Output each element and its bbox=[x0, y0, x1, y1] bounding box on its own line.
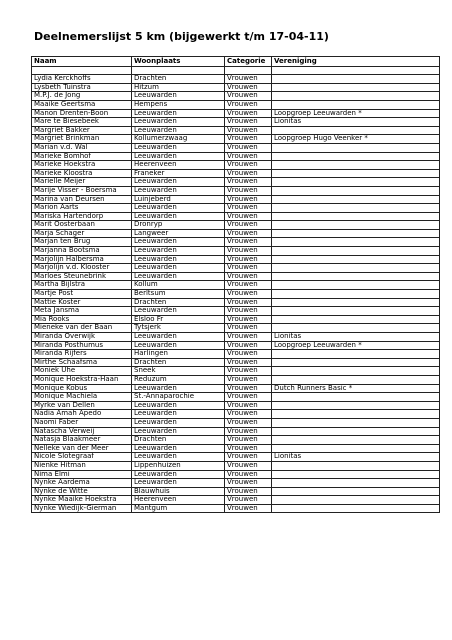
cell-naam: Nienke Hitman bbox=[32, 461, 132, 470]
cell-categorie: Vrouwen bbox=[225, 152, 272, 161]
cell-categorie: Vrouwen bbox=[225, 427, 272, 436]
cell-woonplaats: Heerenveen bbox=[132, 161, 225, 170]
cell-woonplaats: Leeuwarden bbox=[132, 444, 225, 453]
cell-woonplaats: Reduzum bbox=[132, 375, 225, 384]
cell-vereniging bbox=[272, 264, 440, 273]
table-row bbox=[32, 169, 440, 178]
cell-categorie: Vrouwen bbox=[225, 384, 272, 393]
cell-naam: Marieke Bomhof bbox=[32, 152, 132, 161]
cell-categorie: Vrouwen bbox=[225, 238, 272, 247]
cell-woonplaats: Lippenhuizen bbox=[132, 461, 225, 470]
cell-woonplaats: Elsloo Fr bbox=[132, 315, 225, 324]
cell-woonplaats: Drachten bbox=[132, 436, 225, 445]
cell-vereniging bbox=[272, 393, 440, 402]
cell-vereniging bbox=[272, 290, 440, 299]
table-row bbox=[32, 204, 440, 213]
cell-categorie: Vrouwen bbox=[225, 496, 272, 505]
cell-woonplaats: Leeuwarden bbox=[132, 307, 225, 316]
table-row bbox=[32, 470, 440, 479]
column-header-vereniging: Vereniging bbox=[272, 57, 440, 67]
cell-vereniging bbox=[272, 75, 440, 84]
cell-woonplaats: Hempens bbox=[132, 100, 225, 109]
cell-vereniging bbox=[272, 358, 440, 367]
cell-vereniging bbox=[272, 100, 440, 109]
cell-naam: Marion Aarts bbox=[32, 204, 132, 213]
table-row bbox=[32, 410, 440, 419]
cell-vereniging: Lionitas bbox=[272, 333, 440, 342]
cell-naam: Nynke Maaike Hoekstra bbox=[32, 496, 132, 505]
table-row bbox=[32, 401, 440, 410]
cell-categorie: Vrouwen bbox=[225, 92, 272, 101]
cell-vereniging bbox=[272, 367, 440, 376]
cell-woonplaats: Mantgum bbox=[132, 504, 225, 513]
cell-woonplaats: Leeuwarden bbox=[132, 255, 225, 264]
cell-woonplaats: Leeuwarden bbox=[132, 418, 225, 427]
cell-naam: Manon Drenten-Boon bbox=[32, 109, 132, 118]
cell-woonplaats: Leeuwarden bbox=[132, 186, 225, 195]
cell-vereniging: Loopgroep Leeuwarden * bbox=[272, 341, 440, 350]
cell-naam: Marjolijn Halbersma bbox=[32, 255, 132, 264]
cell-woonplaats: Leeuwarden bbox=[132, 401, 225, 410]
cell-woonplaats: Langweer bbox=[132, 229, 225, 238]
cell-vereniging bbox=[272, 418, 440, 427]
cell-woonplaats: St.-Annaparochie bbox=[132, 393, 225, 402]
cell-vereniging bbox=[272, 229, 440, 238]
cell-vereniging: Loopgroep Hugo Veenker * bbox=[272, 135, 440, 144]
cell-woonplaats: Leeuwarden bbox=[132, 341, 225, 350]
cell-naam: Margriet Brinkman bbox=[32, 135, 132, 144]
cell-categorie: Vrouwen bbox=[225, 126, 272, 135]
table-row bbox=[32, 83, 440, 92]
cell-woonplaats: Heerenveen bbox=[132, 496, 225, 505]
cell-categorie: Vrouwen bbox=[225, 272, 272, 281]
table-row bbox=[32, 118, 440, 127]
cell-naam: Nima Elmi bbox=[32, 470, 132, 479]
cell-woonplaats: Leeuwarden bbox=[132, 264, 225, 273]
table-row bbox=[32, 75, 440, 84]
cell-naam: Martje Post bbox=[32, 290, 132, 299]
cell-categorie: Vrouwen bbox=[225, 393, 272, 402]
cell-vereniging bbox=[272, 195, 440, 204]
cell-woonplaats: Leeuwarden bbox=[132, 126, 225, 135]
cell-naam: Miranda Overwijk bbox=[32, 333, 132, 342]
cell-woonplaats: Dronryp bbox=[132, 221, 225, 230]
cell-vereniging: Lionitas bbox=[272, 453, 440, 462]
cell-naam: Marjanna Bootsma bbox=[32, 247, 132, 256]
cell-naam: Mare te Biesebeek bbox=[32, 118, 132, 127]
cell-naam: Moniek Uhe bbox=[32, 367, 132, 376]
cell-naam: Natascha Verweij bbox=[32, 427, 132, 436]
cell-categorie: Vrouwen bbox=[225, 100, 272, 109]
cell-vereniging bbox=[272, 496, 440, 505]
cell-naam: Maaike Geertsma bbox=[32, 100, 132, 109]
cell-categorie: Vrouwen bbox=[225, 410, 272, 419]
table-row bbox=[32, 100, 440, 109]
cell-woonplaats: Leeuwarden bbox=[132, 247, 225, 256]
cell-vereniging: Lionitas bbox=[272, 118, 440, 127]
cell-vereniging bbox=[272, 83, 440, 92]
table-row bbox=[32, 418, 440, 427]
cell-woonplaats: Leeuwarden bbox=[132, 427, 225, 436]
cell-naam: Mirthe Schaafsma bbox=[32, 358, 132, 367]
table-row bbox=[32, 315, 440, 324]
table-row bbox=[32, 461, 440, 470]
table-row bbox=[32, 229, 440, 238]
cell-vereniging bbox=[272, 186, 440, 195]
cell-categorie: Vrouwen bbox=[225, 212, 272, 221]
cell-categorie: Vrouwen bbox=[225, 341, 272, 350]
cell-naam: Nicole Slotegraaf bbox=[32, 453, 132, 462]
table-row bbox=[32, 427, 440, 436]
cell-vereniging bbox=[272, 375, 440, 384]
table-row bbox=[32, 504, 440, 513]
cell-categorie: Vrouwen bbox=[225, 324, 272, 333]
cell-woonplaats: Luinjeberd bbox=[132, 195, 225, 204]
cell-vereniging bbox=[272, 504, 440, 513]
cell-vereniging bbox=[272, 281, 440, 290]
cell-woonplaats: Leeuwarden bbox=[132, 178, 225, 187]
cell-woonplaats: Leeuwarden bbox=[132, 109, 225, 118]
table-row bbox=[32, 143, 440, 152]
cell-vereniging bbox=[272, 221, 440, 230]
cell-naam: Monique Kobus bbox=[32, 384, 132, 393]
cell-vereniging bbox=[272, 307, 440, 316]
cell-naam: Marije Visser - Boersma bbox=[32, 186, 132, 195]
column-header-naam: Naam bbox=[32, 57, 132, 67]
cell-categorie: Vrouwen bbox=[225, 75, 272, 84]
cell-categorie: Vrouwen bbox=[225, 487, 272, 496]
cell-naam: Mariska Hartendorp bbox=[32, 212, 132, 221]
cell-naam: Mia Rooks bbox=[32, 315, 132, 324]
table-row bbox=[32, 272, 440, 281]
cell-woonplaats: Leeuwarden bbox=[132, 152, 225, 161]
cell-naam: Nynke Wiedijk-Gierman bbox=[32, 504, 132, 513]
cell-categorie: Vrouwen bbox=[225, 367, 272, 376]
table-row bbox=[32, 281, 440, 290]
cell-vereniging bbox=[272, 212, 440, 221]
cell-naam: M.P.J. de Jong bbox=[32, 92, 132, 101]
cell-categorie: Vrouwen bbox=[225, 109, 272, 118]
cell-vereniging bbox=[272, 298, 440, 307]
table-row bbox=[32, 384, 440, 393]
cell-categorie: Vrouwen bbox=[225, 195, 272, 204]
cell-naam: Naomi Faber bbox=[32, 418, 132, 427]
cell-naam: Nynke de Witte bbox=[32, 487, 132, 496]
cell-woonplaats: Harlingen bbox=[132, 350, 225, 359]
table-row bbox=[32, 238, 440, 247]
cell-vereniging bbox=[272, 272, 440, 281]
cell-naam: Mieneke van der Baan bbox=[32, 324, 132, 333]
cell-vereniging bbox=[272, 247, 440, 256]
cell-categorie: Vrouwen bbox=[225, 470, 272, 479]
cell-vereniging bbox=[272, 255, 440, 264]
cell-naam: Lysbeth Tuinstra bbox=[32, 83, 132, 92]
cell-vereniging bbox=[272, 470, 440, 479]
cell-woonplaats: Leeuwarden bbox=[132, 410, 225, 419]
cell-naam: Monique Machiela bbox=[32, 393, 132, 402]
cell-vereniging bbox=[272, 204, 440, 213]
cell-naam: Marieke Hoekstra bbox=[32, 161, 132, 170]
cell-categorie: Vrouwen bbox=[225, 169, 272, 178]
table-row bbox=[32, 152, 440, 161]
cell-naam: Miranda Rijfers bbox=[32, 350, 132, 359]
cell-naam: Myrke van Dellen bbox=[32, 401, 132, 410]
cell-woonplaats: Blauwhuis bbox=[132, 487, 225, 496]
cell-categorie: Vrouwen bbox=[225, 436, 272, 445]
cell-woonplaats: Leeuwarden bbox=[132, 384, 225, 393]
cell-categorie: Vrouwen bbox=[225, 444, 272, 453]
cell-naam: Margriet Bakker bbox=[32, 126, 132, 135]
cell-categorie: Vrouwen bbox=[225, 281, 272, 290]
table-row bbox=[32, 333, 440, 342]
empty-cell bbox=[32, 66, 132, 75]
cell-categorie: Vrouwen bbox=[225, 358, 272, 367]
cell-vereniging bbox=[272, 315, 440, 324]
page-title: Deelnemerslijst 5 km (bijgewerkt t/m 17-04-11) bbox=[34, 30, 329, 43]
cell-categorie: Vrouwen bbox=[225, 298, 272, 307]
cell-vereniging bbox=[272, 178, 440, 187]
cell-woonplaats: Leeuwarden bbox=[132, 453, 225, 462]
cell-woonplaats: Kollumerzwaag bbox=[132, 135, 225, 144]
cell-woonplaats: Leeuwarden bbox=[132, 118, 225, 127]
cell-categorie: Vrouwen bbox=[225, 461, 272, 470]
cell-naam: Monique Hoekstra-Haan bbox=[32, 375, 132, 384]
table-row bbox=[32, 307, 440, 316]
cell-naam: Meta Jansma bbox=[32, 307, 132, 316]
cell-naam: Marina van Deursen bbox=[32, 195, 132, 204]
cell-woonplaats: Leeuwarden bbox=[132, 204, 225, 213]
cell-woonplaats: Leeuwarden bbox=[132, 212, 225, 221]
table-row bbox=[32, 324, 440, 333]
cell-vereniging bbox=[272, 444, 440, 453]
cell-vereniging bbox=[272, 161, 440, 170]
table-row bbox=[32, 92, 440, 101]
table-row bbox=[32, 178, 440, 187]
cell-naam: Miranda Posthumus bbox=[32, 341, 132, 350]
cell-naam: Marjolijn v.d. Klooster bbox=[32, 264, 132, 273]
table-row bbox=[32, 393, 440, 402]
cell-naam: Marit Oosterbaan bbox=[32, 221, 132, 230]
cell-woonplaats: Sneek bbox=[132, 367, 225, 376]
cell-naam: Mattie Koster bbox=[32, 298, 132, 307]
cell-categorie: Vrouwen bbox=[225, 204, 272, 213]
cell-woonplaats: Tytsjerk bbox=[132, 324, 225, 333]
cell-categorie: Vrouwen bbox=[225, 290, 272, 299]
cell-woonplaats: Leeuwarden bbox=[132, 272, 225, 281]
cell-categorie: Vrouwen bbox=[225, 453, 272, 462]
cell-categorie: Vrouwen bbox=[225, 479, 272, 488]
table-row bbox=[32, 247, 440, 256]
cell-naam: Nadia Amah Apedo bbox=[32, 410, 132, 419]
cell-categorie: Vrouwen bbox=[225, 264, 272, 273]
cell-categorie: Vrouwen bbox=[225, 83, 272, 92]
table-row bbox=[32, 341, 440, 350]
cell-vereniging bbox=[272, 126, 440, 135]
cell-woonplaats: Leeuwarden bbox=[132, 470, 225, 479]
table-row bbox=[32, 453, 440, 462]
cell-vereniging bbox=[272, 436, 440, 445]
column-header-categorie: Categorie bbox=[225, 57, 272, 67]
cell-naam: Marian v.d. Wal bbox=[32, 143, 132, 152]
table-row bbox=[32, 186, 440, 195]
cell-vereniging bbox=[272, 152, 440, 161]
table-row bbox=[32, 375, 440, 384]
cell-naam: Lydia Kerckhoffs bbox=[32, 75, 132, 84]
cell-categorie: Vrouwen bbox=[225, 255, 272, 264]
table-row bbox=[32, 358, 440, 367]
empty-cell bbox=[272, 66, 440, 75]
cell-naam: Natasja Blaakmeer bbox=[32, 436, 132, 445]
cell-vereniging bbox=[272, 324, 440, 333]
cell-naam: Nynke Aardema bbox=[32, 479, 132, 488]
cell-naam: Marielle Meijer bbox=[32, 178, 132, 187]
column-header-woonplaats: Woonplaats bbox=[132, 57, 225, 67]
table-body bbox=[32, 66, 440, 513]
cell-categorie: Vrouwen bbox=[225, 247, 272, 256]
table-row bbox=[32, 135, 440, 144]
cell-vereniging bbox=[272, 92, 440, 101]
table-row bbox=[32, 195, 440, 204]
empty-cell bbox=[225, 66, 272, 75]
table-header-row bbox=[32, 57, 440, 67]
cell-naam: Martha Bijlstra bbox=[32, 281, 132, 290]
cell-vereniging: Loopgroep Leeuwarden * bbox=[272, 109, 440, 118]
cell-vereniging bbox=[272, 410, 440, 419]
empty-cell bbox=[132, 66, 225, 75]
cell-categorie: Vrouwen bbox=[225, 178, 272, 187]
cell-vereniging bbox=[272, 487, 440, 496]
cell-woonplaats: Leeuwarden bbox=[132, 479, 225, 488]
cell-naam: Marieke Kloostra bbox=[32, 169, 132, 178]
cell-woonplaats: Leeuwarden bbox=[132, 143, 225, 152]
table-row bbox=[32, 264, 440, 273]
cell-categorie: Vrouwen bbox=[225, 333, 272, 342]
participant-table bbox=[31, 56, 440, 513]
table-row bbox=[32, 444, 440, 453]
empty-row bbox=[32, 66, 440, 75]
table-row bbox=[32, 479, 440, 488]
table-row bbox=[32, 496, 440, 505]
cell-categorie: Vrouwen bbox=[225, 504, 272, 513]
cell-woonplaats: Leeuwarden bbox=[132, 92, 225, 101]
cell-vereniging bbox=[272, 350, 440, 359]
table-row bbox=[32, 109, 440, 118]
cell-vereniging: Dutch Runners Basic * bbox=[272, 384, 440, 393]
cell-categorie: Vrouwen bbox=[225, 135, 272, 144]
cell-categorie: Vrouwen bbox=[225, 161, 272, 170]
cell-woonplaats: Franeker bbox=[132, 169, 225, 178]
cell-vereniging bbox=[272, 169, 440, 178]
cell-categorie: Vrouwen bbox=[225, 307, 272, 316]
cell-naam: Marloes Steunebrink bbox=[32, 272, 132, 281]
cell-vereniging bbox=[272, 401, 440, 410]
cell-categorie: Vrouwen bbox=[225, 143, 272, 152]
table-row bbox=[32, 350, 440, 359]
cell-vereniging bbox=[272, 238, 440, 247]
cell-naam: Marjan ten Brug bbox=[32, 238, 132, 247]
cell-categorie: Vrouwen bbox=[225, 118, 272, 127]
cell-naam: Nelleke van der Meer bbox=[32, 444, 132, 453]
table-row bbox=[32, 126, 440, 135]
cell-categorie: Vrouwen bbox=[225, 375, 272, 384]
cell-woonplaats: Leeuwarden bbox=[132, 238, 225, 247]
cell-vereniging bbox=[272, 143, 440, 152]
table-row bbox=[32, 221, 440, 230]
table-row bbox=[32, 367, 440, 376]
cell-woonplaats: Drachten bbox=[132, 75, 225, 84]
cell-woonplaats: Drachten bbox=[132, 298, 225, 307]
table-row bbox=[32, 298, 440, 307]
cell-categorie: Vrouwen bbox=[225, 186, 272, 195]
cell-woonplaats: Drachten bbox=[132, 358, 225, 367]
cell-woonplaats: Hitzum bbox=[132, 83, 225, 92]
cell-categorie: Vrouwen bbox=[225, 315, 272, 324]
cell-categorie: Vrouwen bbox=[225, 418, 272, 427]
table-row bbox=[32, 487, 440, 496]
cell-vereniging bbox=[272, 461, 440, 470]
cell-categorie: Vrouwen bbox=[225, 350, 272, 359]
cell-categorie: Vrouwen bbox=[225, 229, 272, 238]
cell-vereniging bbox=[272, 427, 440, 436]
table-row bbox=[32, 290, 440, 299]
table-row bbox=[32, 436, 440, 445]
cell-vereniging bbox=[272, 479, 440, 488]
table-row bbox=[32, 212, 440, 221]
cell-woonplaats: Berltsum bbox=[132, 290, 225, 299]
cell-woonplaats: Leeuwarden bbox=[132, 333, 225, 342]
table-row bbox=[32, 161, 440, 170]
cell-naam: Marja Schager bbox=[32, 229, 132, 238]
cell-categorie: Vrouwen bbox=[225, 401, 272, 410]
cell-categorie: Vrouwen bbox=[225, 221, 272, 230]
cell-woonplaats: Kollum bbox=[132, 281, 225, 290]
table-row bbox=[32, 255, 440, 264]
